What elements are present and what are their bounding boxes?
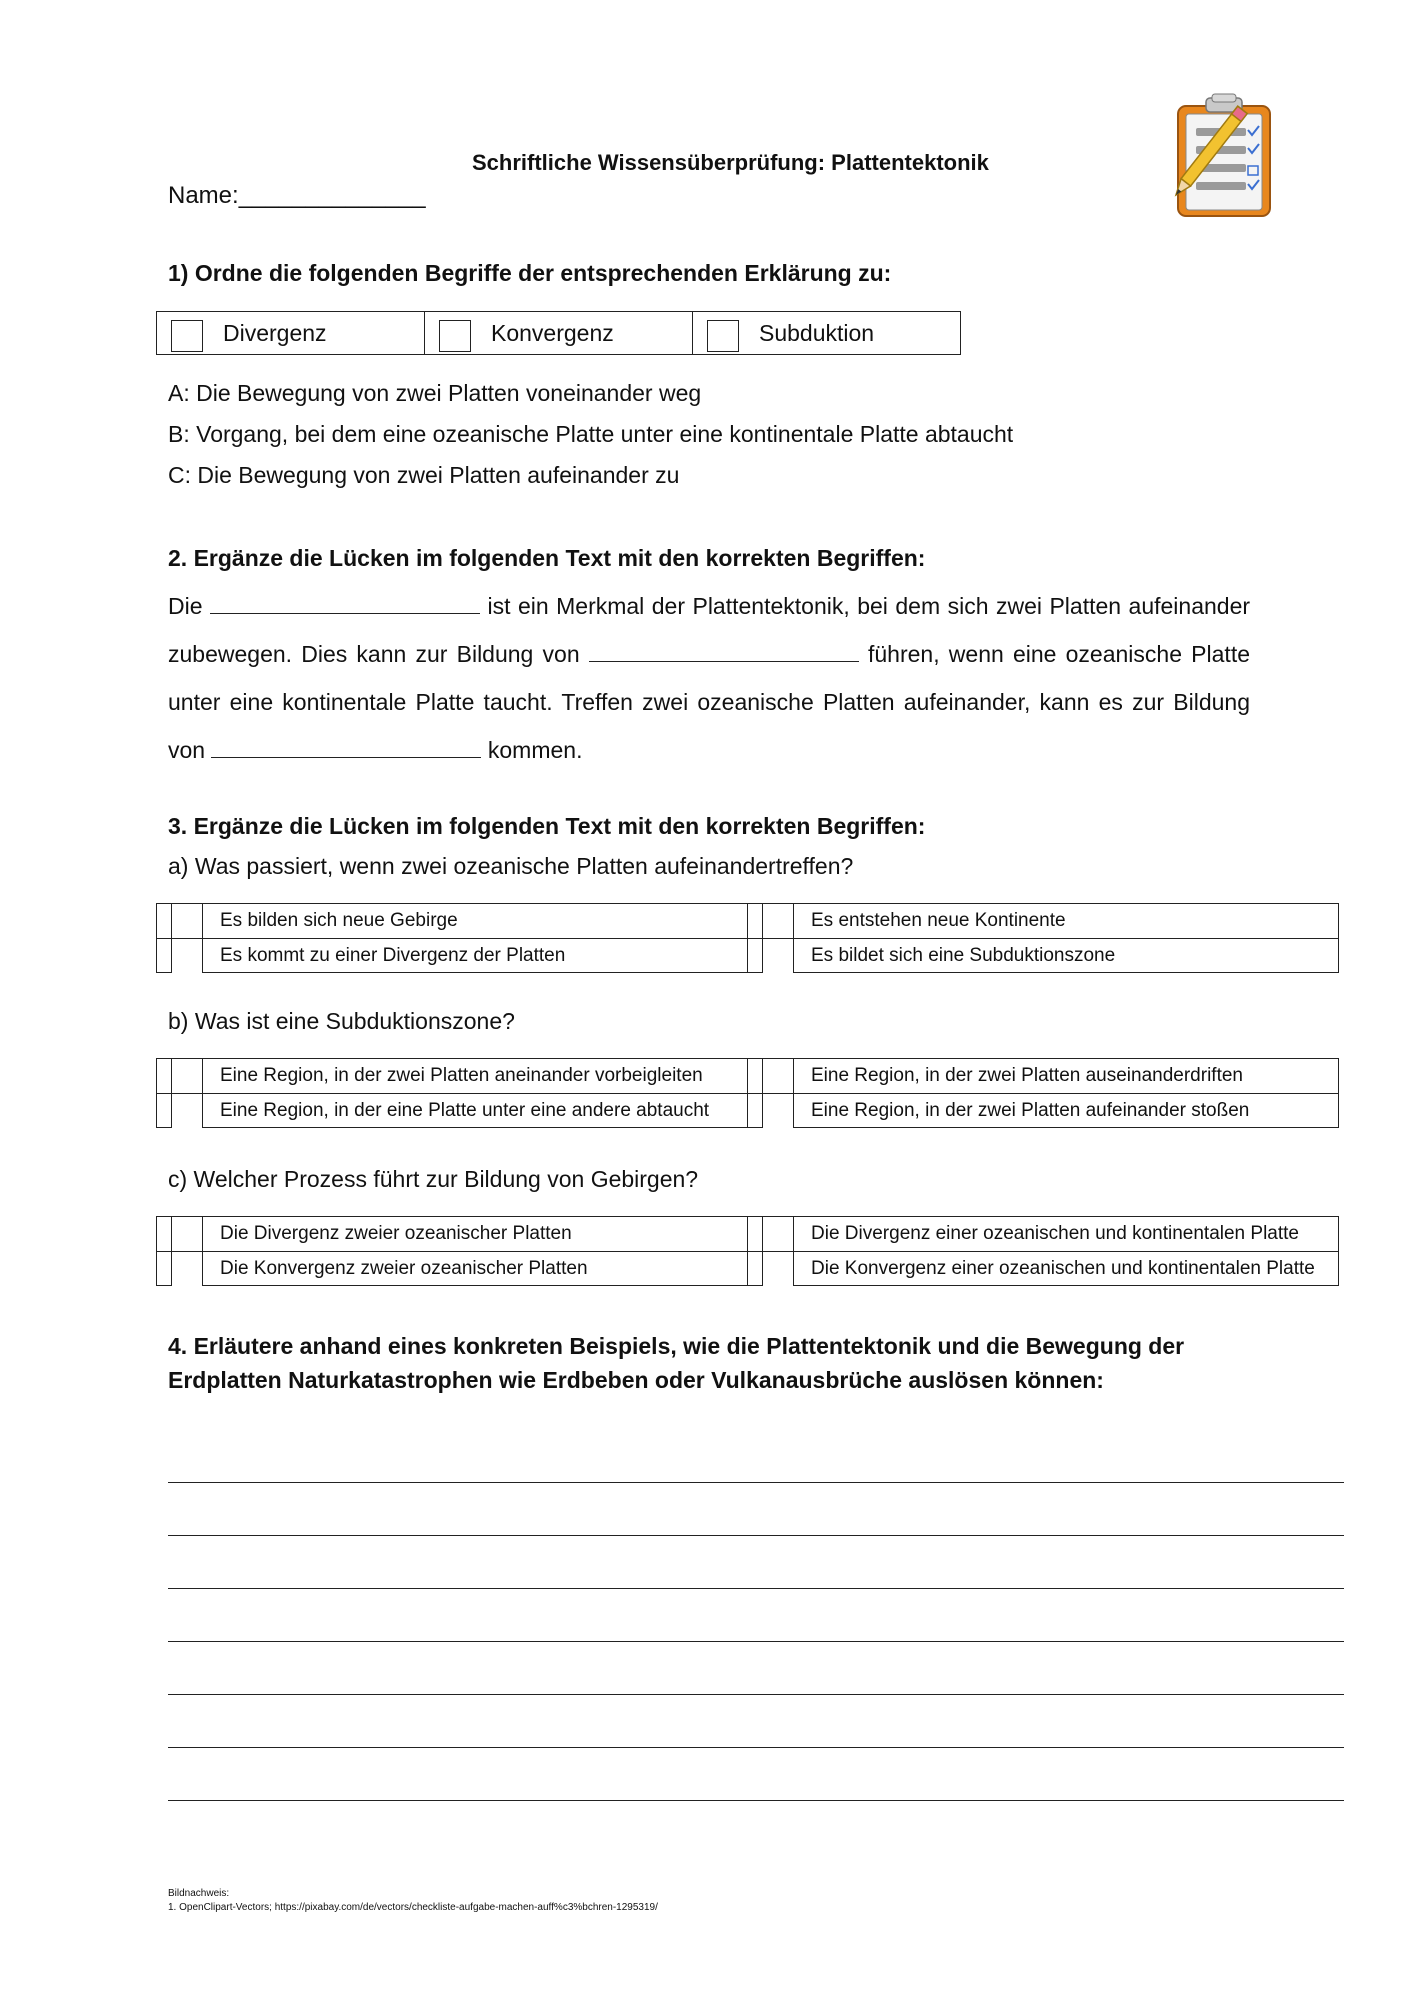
option-checkbox[interactable] bbox=[762, 1094, 794, 1128]
option-row bbox=[157, 1251, 1338, 1285]
option-label: Die Divergenz einer ozeanischen und kontinentalen Platte bbox=[811, 1223, 1299, 1244]
option-checkbox[interactable] bbox=[762, 1217, 794, 1251]
term-label: Divergenz bbox=[223, 319, 327, 346]
question-3c: c) Welcher Prozess führt zur Bildung von Gebirgen? bbox=[168, 1166, 699, 1192]
term-table bbox=[156, 311, 961, 355]
option-cell bbox=[747, 1059, 1338, 1093]
option-label: Es bilden sich neue Gebirge bbox=[220, 910, 458, 931]
answer-line[interactable] bbox=[168, 1641, 1344, 1642]
option-checkbox[interactable] bbox=[171, 1094, 203, 1128]
term-cell-divergenz bbox=[157, 312, 424, 354]
option-label: Eine Region, in der eine Platte unter eine andere abtaucht bbox=[220, 1099, 710, 1121]
option-label: Die Konvergenz einer ozeanischen und kontinentalen Platte bbox=[811, 1257, 1315, 1279]
image-credit-label: Bildnachweis: bbox=[168, 1888, 230, 1899]
term-checkbox[interactable] bbox=[439, 320, 471, 352]
clipboard-checklist-icon bbox=[1168, 92, 1280, 220]
option-checkbox[interactable] bbox=[762, 1059, 794, 1093]
term-checkbox[interactable] bbox=[707, 320, 739, 352]
option-cell bbox=[747, 1252, 1338, 1285]
option-cell bbox=[157, 1094, 747, 1127]
option-cell bbox=[747, 904, 1338, 938]
question-3b: b) Was ist eine Subduktionszone? bbox=[168, 1008, 515, 1034]
question-2-heading: 2. Ergänze die Lücken im folgenden Text mit den korrekten Begriffen: bbox=[168, 545, 926, 571]
cloze-text: führen, wenn eine ozeanische Platte unter eine kontinentale Platte taucht. Treffen zwei ozeanische Platten aufeinander, kann es zur Bildung von bbox=[168, 641, 1250, 763]
option-label: Die Divergenz zweier ozeanischer Platten bbox=[220, 1223, 572, 1244]
option-label: Eine Region, in der zwei Platten aufeinander stoßen bbox=[811, 1099, 1250, 1121]
cloze-paragraph bbox=[168, 582, 1250, 774]
term-checkbox[interactable] bbox=[171, 320, 203, 352]
option-cell bbox=[157, 1059, 747, 1093]
option-checkbox[interactable] bbox=[171, 939, 203, 973]
option-checkbox[interactable] bbox=[171, 904, 203, 938]
term-label: Konvergenz bbox=[491, 319, 614, 346]
options-table-3a bbox=[156, 903, 1339, 973]
option-checkbox[interactable] bbox=[762, 939, 794, 973]
question-1-heading: 1) Ordne die folgenden Begriffe der entsprechenden Erklärung zu: bbox=[168, 260, 892, 286]
question-3-heading: 3. Ergänze die Lücken im folgenden Text mit den korrekten Begriffen: bbox=[168, 813, 926, 839]
statement-b: B: Vorgang, bei dem eine ozeanische Platte unter eine kontinentale Platte abtaucht bbox=[168, 421, 1014, 447]
option-row bbox=[157, 1217, 1338, 1251]
option-label: Es bildet sich eine Subduktionszone bbox=[811, 944, 1116, 966]
cloze-text: kommen. bbox=[487, 737, 583, 763]
option-row bbox=[157, 1059, 1338, 1093]
options-table-3b bbox=[156, 1058, 1339, 1128]
option-label: Eine Region, in der zwei Platten aneinander vorbeigleiten bbox=[220, 1065, 703, 1086]
option-label: Es entstehen neue Kontinente bbox=[811, 910, 1066, 931]
option-checkbox[interactable] bbox=[171, 1217, 203, 1251]
statement-a: A: Die Bewegung von zwei Platten voneinander weg bbox=[168, 380, 702, 406]
answer-line[interactable] bbox=[168, 1535, 1344, 1536]
term-label: Subduktion bbox=[759, 319, 875, 346]
cloze-blank[interactable] bbox=[210, 589, 480, 614]
cloze-blank[interactable] bbox=[589, 637, 859, 662]
answer-line[interactable] bbox=[168, 1588, 1344, 1589]
statement-c: C: Die Bewegung von zwei Platten aufeinander zu bbox=[168, 462, 680, 488]
option-row bbox=[157, 1093, 1338, 1127]
term-cell-konvergenz bbox=[424, 312, 692, 354]
question-4-heading-line-1: 4. Erläutere anhand eines konkreten Beispiels, wie die Plattentektonik und die Bewegung der bbox=[168, 1333, 1185, 1359]
option-cell bbox=[157, 939, 747, 972]
option-label: Die Konvergenz zweier ozeanischer Platten bbox=[220, 1257, 588, 1279]
name-field[interactable]: Name:______________ bbox=[168, 182, 426, 209]
answer-line[interactable] bbox=[168, 1800, 1344, 1801]
question-3a: a) Was passiert, wenn zwei ozeanische Platten aufeinandertreffen? bbox=[168, 853, 854, 879]
question-4-heading-line-2: Erdplatten Naturkatastrophen wie Erdbeben oder Vulkanausbrüche auslösen können: bbox=[168, 1367, 1104, 1393]
option-row bbox=[157, 904, 1338, 938]
answer-line[interactable] bbox=[168, 1694, 1344, 1695]
cloze-blank[interactable] bbox=[211, 733, 481, 758]
option-row bbox=[157, 938, 1338, 972]
option-cell bbox=[157, 1252, 747, 1285]
cloze-text: ist ein Merkmal der Plattentektonik, bei dem sich zwei Platten aufeinander zubewegen. Dies kann zur Bildung von bbox=[168, 593, 1251, 667]
option-label: Es kommt zu einer Divergenz der Platten bbox=[220, 944, 566, 966]
option-cell bbox=[157, 1217, 747, 1251]
option-checkbox[interactable] bbox=[762, 904, 794, 938]
option-checkbox[interactable] bbox=[171, 1059, 203, 1093]
term-cell-subduktion bbox=[692, 312, 960, 354]
answer-line[interactable] bbox=[168, 1482, 1344, 1483]
option-cell bbox=[747, 1094, 1338, 1127]
option-label: Eine Region, in der zwei Platten auseinanderdriften bbox=[811, 1065, 1243, 1086]
answer-line[interactable] bbox=[168, 1747, 1344, 1748]
image-credit-entry: 1. OpenClipart-Vectors; https://pixabay.com/de/vectors/checkliste-aufgabe-machen-auff%c3%bchren-1295319/ bbox=[168, 1902, 658, 1913]
option-cell bbox=[157, 904, 747, 938]
page-title: Schriftliche Wissensüberprüfung: Plattentektonik bbox=[472, 150, 989, 175]
option-checkbox[interactable] bbox=[171, 1252, 203, 1286]
cloze-text: Die bbox=[168, 593, 203, 619]
option-checkbox[interactable] bbox=[762, 1252, 794, 1286]
option-cell bbox=[747, 939, 1338, 972]
option-cell bbox=[747, 1217, 1338, 1251]
options-table-3c bbox=[156, 1216, 1339, 1286]
